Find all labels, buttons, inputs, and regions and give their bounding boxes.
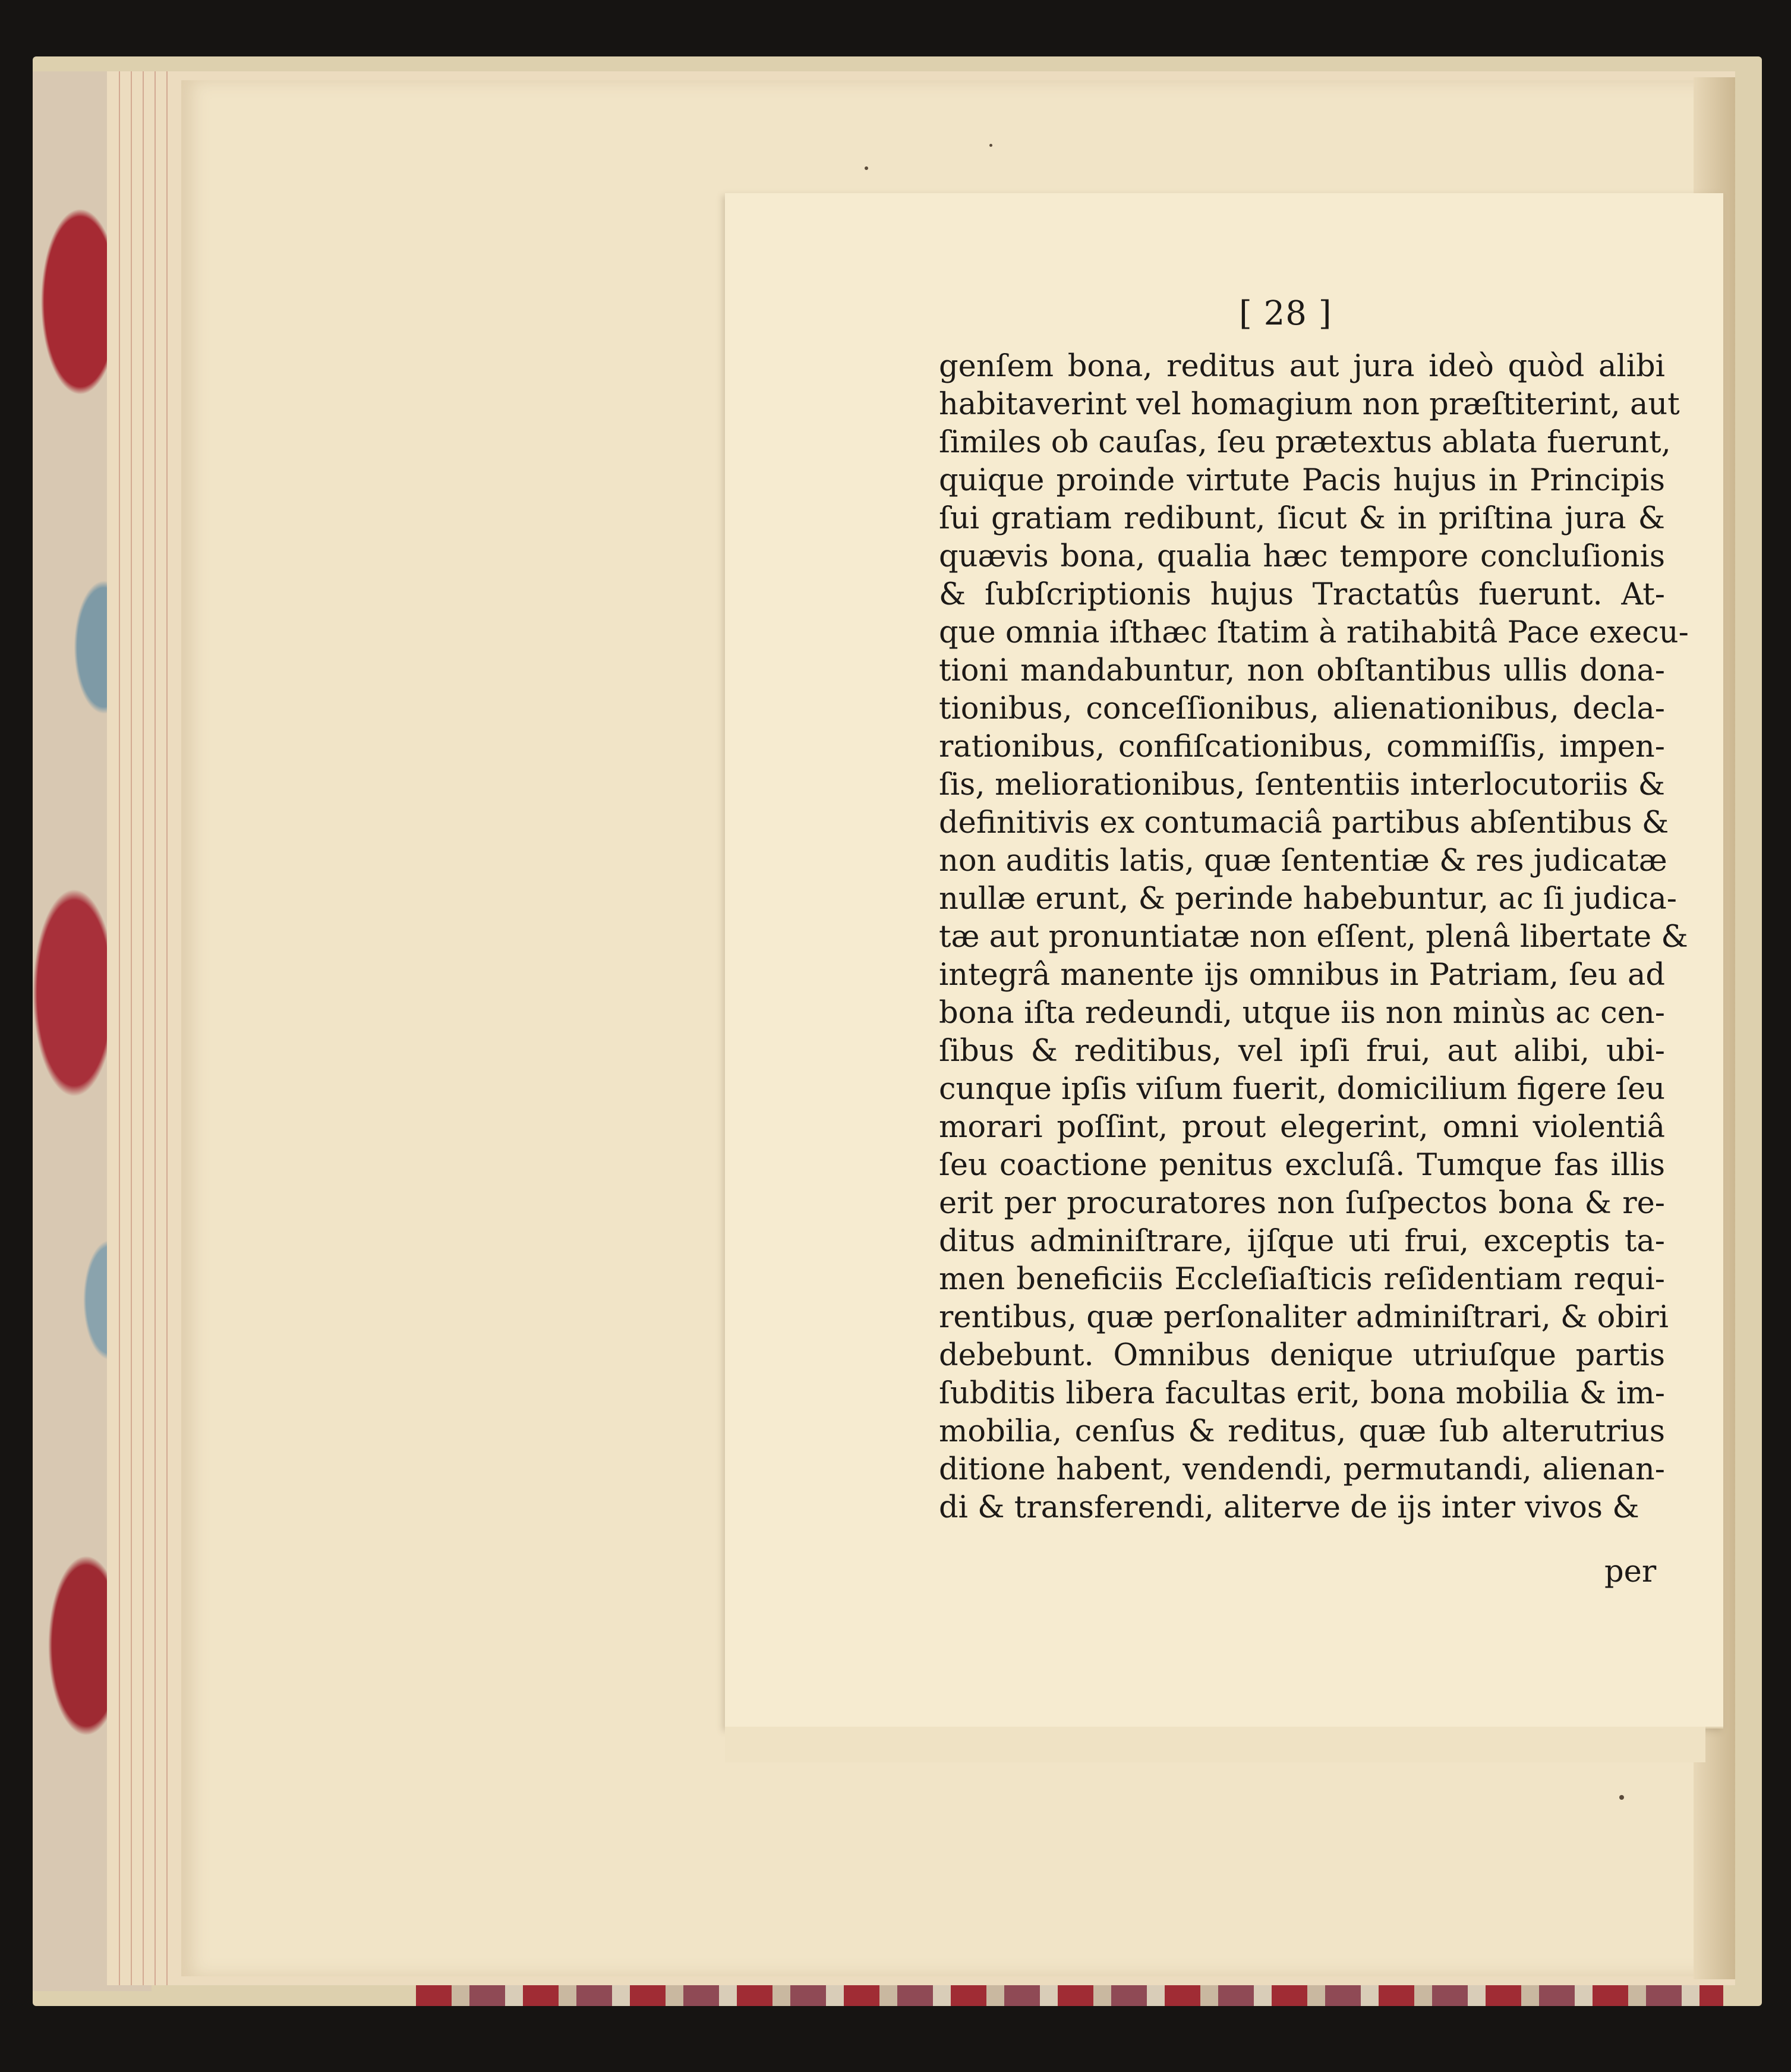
text-line: genſem bona, reditus aut jura ideò quòd alibi: [939, 349, 1665, 384]
text-line: rentibus, quæ perſonaliter adminiſtrari, & obiri: [939, 1300, 1669, 1335]
paper-speck: [1619, 1795, 1624, 1800]
text-line: integrâ manente ijs omnibus in Patriam, ſeu ad: [939, 958, 1665, 993]
text-line: rationibus, confiſcationibus, commiſſis, impen-: [939, 729, 1665, 764]
text-line: ditione habent, vendendi, permutandi, alienan-: [939, 1452, 1665, 1487]
body-text: [939, 348, 1689, 1527]
text-line: di & transferendi, aliterve de ijs inter vivos &: [939, 1490, 1639, 1525]
text-line: quique proinde virtute Pacis hujus in Principis: [939, 463, 1665, 498]
text-line: ſimiles ob cauſas, ſeu prætextus ablata fuerunt,: [939, 425, 1671, 460]
catchword: per: [1604, 1554, 1657, 1589]
text-line: tæ aut pronuntiatæ non eſſent, plenâ libertate &: [939, 920, 1688, 955]
text-line: definitivis ex contumaciâ partibus abſentibus &: [939, 805, 1669, 840]
text-line: men beneficiis Eccleſiaſticis reſidentiam requi-: [939, 1262, 1665, 1297]
page-number: [ 28 ]: [1239, 294, 1332, 333]
paper-speck: [989, 144, 992, 147]
text-line: nullæ erunt, & perinde habebuntur, ac ſi judica-: [939, 881, 1678, 917]
text-line: tionibus, conceſſionibus, alienationibus, decla-: [939, 691, 1665, 726]
text-line: debebunt. Omnibus denique utriuſque partis: [939, 1338, 1665, 1373]
text-line: habitaverint vel homagium non præſtiterint, aut: [939, 387, 1680, 422]
text-line: cunque ipſis viſum fuerit, domicilium figere ſeu: [939, 1072, 1666, 1107]
text-line: ſeu coactione penitus excluſâ. Tumque fas illis: [939, 1148, 1665, 1183]
text-line: ſui gratiam redibunt, ſicut & in priſtina jura &: [939, 501, 1665, 536]
text-line: quævis bona, qualia hæc tempore concluſionis: [939, 539, 1665, 574]
text-line: non auditis latis, quæ ſententiæ & res judicatæ: [939, 843, 1667, 878]
text-line: ſubditis libera facultas erit, bona mobilia & im-: [939, 1376, 1665, 1411]
text-line: mobilia, cenſus & reditus, quæ ſub alterutrius: [939, 1414, 1665, 1449]
text-line: ſibus & reditibus, vel ipſi frui, aut alibi, ubi-: [939, 1034, 1665, 1069]
paper-speck: [865, 166, 868, 170]
text-line: morari poſſint, prout elegerint, omni violentiâ: [939, 1110, 1665, 1145]
text-line: bona iſta redeundi, utque iis non minùs ac cen-: [939, 996, 1665, 1031]
leaf-lower-edge: [725, 1727, 1705, 1762]
text-line: ſis, meliorationibus, ſententiis interlocutoriis &: [939, 767, 1665, 802]
text-line: & ſubſcriptionis hujus Tractatûs fuerunt. At-: [939, 577, 1665, 612]
text-line: tioni mandabuntur, non obſtantibus ullis dona-: [939, 653, 1665, 688]
text-line: erit per procuratores non ſuſpectos bona & re-: [939, 1186, 1665, 1221]
text-line: que omnia iſthæc ſtatim à ratihabitâ Pace execu-: [939, 615, 1689, 650]
text-line: ditus adminiſtrare, ijſque uti frui, exceptis ta-: [939, 1224, 1665, 1259]
